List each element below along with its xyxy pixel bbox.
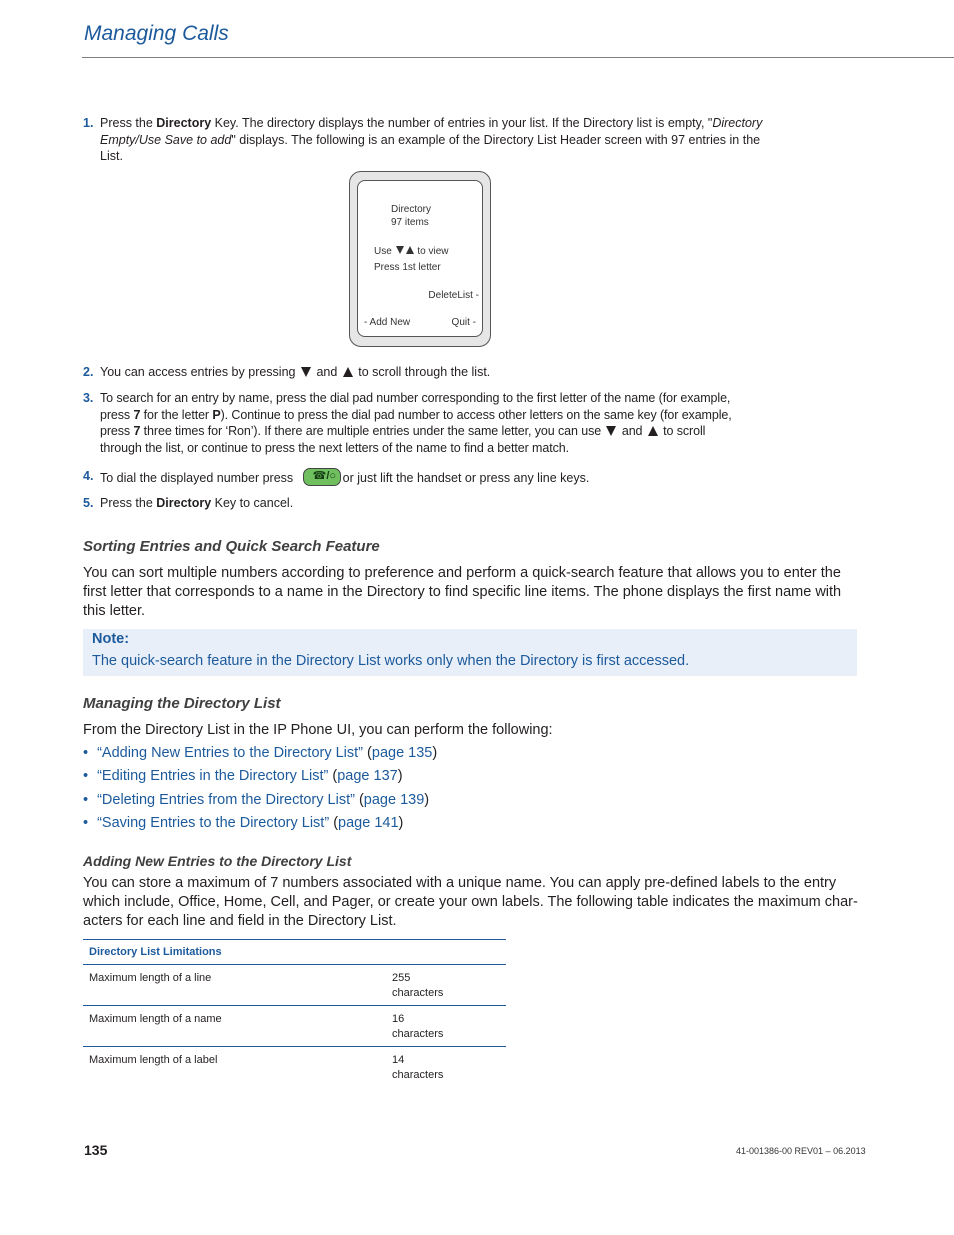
- table-cell-label: Maximum length of a label: [89, 1054, 218, 1066]
- softkey-quit[interactable]: Quit -: [451, 317, 476, 328]
- page-number: 135: [84, 1142, 108, 1158]
- xref-link[interactable]: “Deleting Entries from the Directory List”: [97, 792, 355, 808]
- subsection-heading-adding: Adding New Entries to the Directory List: [83, 853, 352, 869]
- page-link[interactable]: page 139: [363, 792, 425, 808]
- page-link[interactable]: page 141: [338, 815, 399, 831]
- step-number: 2.: [83, 365, 94, 379]
- list-item: • “Editing Entries in the Directory List” (page 137): [83, 768, 403, 784]
- bullet-icon: •: [83, 768, 89, 784]
- table-header: Directory List Limitations: [83, 940, 506, 965]
- step-3: [83, 390, 748, 456]
- step-text: Press the Directory Key to cancel.: [100, 496, 294, 510]
- list-item: • “Saving Entries to the Directory List” (page 141): [83, 815, 404, 831]
- softkey-add-new[interactable]: - Add New: [364, 317, 411, 328]
- phone-display-screen: [357, 180, 483, 337]
- softkey-delete-list[interactable]: DeleteList -: [428, 290, 479, 301]
- section-body-sorting: You can sort multiple numbers according to preference and perform a quick-search feature that allows you to enter the first letter that corresponds to a name in the Directory to find specific line items. The phone displays the first name with this letter.: [83, 565, 842, 619]
- page-link[interactable]: page 135: [371, 745, 433, 761]
- subsection-body-adding: You can store a maximum of 7 numbers associated with a unique name. You can apply pre-defined labels to the entry which include, Office, Home, Cell, and Pager, or create your own labels. The following table indicates the maximum char-acters for each line and field in the Directory List.: [83, 875, 858, 929]
- list-item: • “Adding New Entries to the Directory List” (page 135): [83, 745, 438, 761]
- bullet-icon: •: [83, 745, 89, 761]
- note-title: Note:: [92, 631, 130, 647]
- table-row: [83, 1006, 506, 1047]
- page-link[interactable]: page 137: [337, 768, 398, 784]
- step-number: 1.: [83, 116, 94, 130]
- header-divider: [82, 57, 954, 58]
- step-text: Press the Directory Key. The directory displays the number of entries in your list. If the Directory list is empty, "Directory Empty/Use Save to add" displays. The following is an example of the Directory List Header screen with 97 entries in the List.: [100, 116, 763, 163]
- up-arrow-icon: [406, 246, 414, 254]
- step-4: [83, 468, 763, 487]
- bullet-icon: •: [83, 815, 89, 831]
- document-id: 41-001386-00 REV01 – 06.2013: [736, 1146, 866, 1156]
- limitations-table: [83, 939, 506, 1087]
- bullet-icon: •: [83, 792, 89, 808]
- down-arrow-icon: [396, 246, 404, 254]
- step-text: To search for an entry by name, press the dial pad number corresponding to the first letter of the name (for example, press 7 for the letter P). Continue to press the dial pad number to access other letters on the same key (for example, press 7 three times for ‘Ron’). If there are multiple entries under the same letter, you can use and to scroll through the list, or continue to press the next letters of the name to find a better match.: [100, 391, 732, 455]
- section-heading-managing: Managing the Directory List: [83, 695, 281, 712]
- step-number: 5.: [83, 496, 94, 510]
- down-arrow-icon: [606, 426, 616, 436]
- table-cell-label: Maximum length of a line: [83, 965, 386, 1006]
- page-header-title: Managing Calls: [84, 22, 229, 45]
- list-item: • “Deleting Entries from the Directory List” (page 139): [83, 792, 430, 808]
- xref-link[interactable]: “Adding New Entries to the Directory List”: [97, 745, 364, 761]
- table-cell-value: 255 characters: [386, 965, 506, 1006]
- handsfree-key-icon: ☎/○: [303, 468, 341, 486]
- step-5: [83, 495, 763, 512]
- step-1: [83, 115, 763, 165]
- up-arrow-icon: [648, 426, 658, 436]
- down-arrow-icon: [301, 367, 311, 377]
- step-2: [83, 364, 763, 381]
- step-text: To dial the displayed number press ☎/○ or just lift the handset or press any line keys.: [100, 470, 590, 485]
- section-intro-managing: From the Directory List in the IP Phone UI, you can perform the following:: [83, 722, 553, 738]
- table-header-row: [83, 940, 506, 965]
- up-arrow-icon: [343, 367, 353, 377]
- step-number: 3.: [83, 391, 94, 405]
- table-cell-value: 16 characters: [386, 1006, 506, 1047]
- screen-press-label: Press 1st letter: [374, 262, 441, 273]
- table-row: [83, 965, 506, 1006]
- note-text: The quick-search feature in the Directory List works only when the Directory is first accessed.: [92, 653, 690, 669]
- screen-use-label: Use to view: [374, 246, 449, 257]
- table-cell-value: 14 characters: [392, 1054, 444, 1081]
- table-cell-label: Maximum length of a name: [83, 1006, 386, 1047]
- screen-item-count: 97 items: [391, 217, 429, 228]
- step-number: 4.: [83, 469, 94, 483]
- xref-link[interactable]: “Saving Entries to the Directory List”: [97, 815, 330, 831]
- screen-directory-label: Directory: [391, 204, 432, 215]
- table-row: [83, 1047, 506, 1088]
- step-text: You can access entries by pressing and to scroll through the list.: [100, 365, 491, 379]
- section-heading-sorting: Sorting Entries and Quick Search Feature: [83, 538, 380, 555]
- xref-link[interactable]: “Editing Entries in the Directory List”: [97, 768, 329, 784]
